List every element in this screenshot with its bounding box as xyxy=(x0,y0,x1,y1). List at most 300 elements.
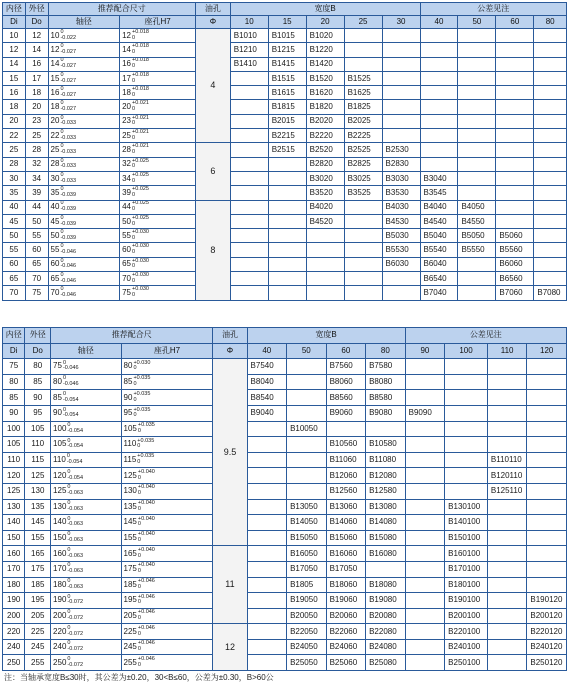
lower-deviation: -0.063 xyxy=(67,568,84,575)
part-code-cell xyxy=(487,374,527,390)
inner-diameter-cell: 16 xyxy=(3,86,26,100)
nominal-size: 80 xyxy=(53,377,62,387)
part-code-cell: B1020 xyxy=(306,29,344,43)
tolerance-stack xyxy=(138,517,155,529)
nominal-size: 115 xyxy=(123,455,137,465)
shaft-diameter-cell xyxy=(51,655,121,671)
part-code-cell xyxy=(344,229,382,243)
nominal-size: 165 xyxy=(123,548,137,558)
shaft-diameter-cell xyxy=(48,272,120,286)
part-code-cell xyxy=(230,214,268,228)
do-symbol: Do xyxy=(25,343,51,359)
seat-hole-cell xyxy=(121,452,213,468)
seat-hole-cell xyxy=(120,100,196,114)
upper-deviation: 0 xyxy=(60,128,64,135)
part-code-cell xyxy=(405,374,445,390)
shaft-diameter-cell xyxy=(51,515,121,531)
part-code-cell: B220100 xyxy=(445,624,488,640)
part-code-cell: B20060 xyxy=(326,608,366,624)
upper-deviation: +0.021 xyxy=(132,100,149,107)
part-code-cell xyxy=(230,143,268,157)
part-code-cell: B2020 xyxy=(306,114,344,128)
part-code-cell xyxy=(496,200,534,214)
upper-deviation: +0.030 xyxy=(132,286,149,293)
seat-hole-cell xyxy=(120,214,196,228)
part-code-cell xyxy=(420,100,458,114)
nominal-size: 250 xyxy=(53,657,67,667)
part-code-cell: B22050 xyxy=(287,624,327,640)
width-column-header: 50 xyxy=(287,343,327,359)
seat-hole-cell xyxy=(120,71,196,85)
lower-deviation: 0 xyxy=(137,552,141,559)
tolerance-stack xyxy=(133,361,150,373)
part-code-cell: B24050 xyxy=(287,639,327,655)
tolerance-stack xyxy=(60,259,76,271)
part-code-cell: B2830 xyxy=(382,157,420,171)
tolerance-stack xyxy=(138,657,155,669)
part-code-cell: B1525 xyxy=(344,71,382,85)
part-code-cell: B1415 xyxy=(268,57,306,71)
outer-diameter-cell: 225 xyxy=(25,624,51,640)
part-code-cell xyxy=(230,243,268,257)
tolerance-stack xyxy=(132,130,149,142)
part-code-cell: B18060 xyxy=(326,577,366,593)
nominal-size: 120 xyxy=(53,470,67,480)
part-code-cell: B125110 xyxy=(487,483,527,499)
nominal-size: 18 xyxy=(50,102,60,112)
nominal-size: 170 xyxy=(53,564,67,574)
nominal-size: 100 xyxy=(53,423,67,433)
upper-deviation: 0 xyxy=(67,624,71,631)
part-code-cell xyxy=(230,229,268,243)
part-code-cell xyxy=(534,257,567,271)
outer-diameter-cell: 130 xyxy=(25,483,51,499)
shaft-diameter-cell xyxy=(48,243,120,257)
part-code-cell: B7540 xyxy=(247,359,287,375)
table-row xyxy=(3,483,567,499)
lower-deviation: 0 xyxy=(132,220,136,227)
part-code-cell xyxy=(496,157,534,171)
tolerance-stack xyxy=(60,244,76,256)
seat-hole-cell xyxy=(121,593,213,609)
part-code-cell xyxy=(382,114,420,128)
lower-deviation: -0.072 xyxy=(67,614,84,621)
outer-diameter-cell: 95 xyxy=(25,405,51,421)
inner-diameter-cell: 240 xyxy=(3,639,25,655)
part-code-cell xyxy=(458,71,496,85)
upper-deviation: +0.035 xyxy=(137,453,155,460)
tolerance-stack xyxy=(138,610,155,622)
shaft-size-value xyxy=(53,563,83,575)
lower-deviation: 0 xyxy=(132,249,136,256)
part-code-cell: B140100 xyxy=(445,515,488,531)
part-code-cell: B2015 xyxy=(268,114,306,128)
part-code-cell: B17050 xyxy=(326,561,366,577)
shaft-size-value xyxy=(51,244,77,256)
outer-diameter-cell: 75 xyxy=(25,286,48,300)
tolerance-stack xyxy=(60,30,76,42)
part-code-cell xyxy=(405,577,445,593)
part-code-cell xyxy=(487,421,527,437)
part-code-cell: B1815 xyxy=(268,100,306,114)
part-code-cell xyxy=(420,57,458,71)
seat-size-value xyxy=(124,626,155,638)
inner-diameter-cell: 40 xyxy=(3,200,26,214)
part-code-cell: B1615 xyxy=(268,86,306,100)
seat-size-value xyxy=(122,273,149,285)
part-code-cell xyxy=(487,608,527,624)
shaft-size-value xyxy=(53,579,83,591)
outer-diameter-cell: 155 xyxy=(25,530,51,546)
inner-diameter-cell: 60 xyxy=(3,257,26,271)
part-code-cell xyxy=(405,639,445,655)
part-code-cell xyxy=(230,200,268,214)
part-code-cell xyxy=(268,286,306,300)
tolerance-stack xyxy=(132,273,149,285)
upper-deviation: +0.030 xyxy=(132,243,149,250)
width-column-header: 110 xyxy=(487,343,527,359)
inner-diameter-cell: 100 xyxy=(3,421,25,437)
seat-size-value xyxy=(122,130,149,142)
upper-deviation: 0 xyxy=(67,562,71,569)
part-code-cell: B10560 xyxy=(326,437,366,453)
lower-deviation: 0 xyxy=(137,521,141,528)
nominal-size: 16 xyxy=(122,59,132,69)
part-code-cell: B7040 xyxy=(420,286,458,300)
seat-hole-cell xyxy=(121,405,213,421)
shaft-diameter-cell xyxy=(48,114,120,128)
shaft-diameter-cell xyxy=(48,229,120,243)
lower-deviation: 0 xyxy=(132,149,136,156)
part-code-cell: B250120 xyxy=(527,655,567,671)
width-header: 宽度B xyxy=(247,328,405,344)
upper-deviation: 0 xyxy=(60,257,64,264)
part-code-cell xyxy=(420,43,458,57)
shaft-diameter-cell xyxy=(51,608,121,624)
seat-hole-cell xyxy=(121,639,213,655)
seat-size-value xyxy=(124,439,155,451)
table-row xyxy=(3,257,567,271)
tolerance-stack xyxy=(67,454,83,466)
part-code-cell: B6040 xyxy=(420,257,458,271)
shaft-diameter-cell xyxy=(51,546,121,562)
tolerance-stack xyxy=(60,216,76,228)
tolerance-stack xyxy=(132,44,149,56)
part-code-cell xyxy=(405,468,445,484)
part-code-cell xyxy=(445,405,488,421)
part-code-cell xyxy=(247,499,287,515)
nominal-size: 44 xyxy=(122,202,132,212)
part-code-cell xyxy=(458,157,496,171)
shaft-size-value xyxy=(53,641,83,653)
upper-deviation: +0.035 xyxy=(133,375,151,382)
part-code-cell: B12560 xyxy=(326,483,366,499)
part-code-cell xyxy=(458,143,496,157)
lower-deviation: -0.063 xyxy=(67,537,84,544)
inner-diameter-cell: 160 xyxy=(3,546,25,562)
shaft-size-value xyxy=(51,101,77,113)
outer-diameter-cell: 125 xyxy=(25,468,51,484)
inner-diameter-cell: 200 xyxy=(3,608,25,624)
part-code-cell: B5040 xyxy=(420,229,458,243)
part-code-cell: B13050 xyxy=(287,499,327,515)
part-code-cell: B10050 xyxy=(287,421,327,437)
part-code-cell xyxy=(534,200,567,214)
part-code-cell xyxy=(247,437,287,453)
upper-deviation: +0.040 xyxy=(137,484,155,491)
lower-deviation: -0.072 xyxy=(67,646,84,653)
part-code-cell xyxy=(247,608,287,624)
lower-deviation: -0.054 xyxy=(62,396,79,403)
tolerance-stack xyxy=(132,259,149,271)
part-code-cell xyxy=(268,214,306,228)
seat-size-value xyxy=(122,87,149,99)
shaft-diameter-cell xyxy=(51,359,121,375)
inner-diameter-cell: 55 xyxy=(3,243,26,257)
part-code-cell xyxy=(527,437,567,453)
shaft-size-value xyxy=(51,273,77,285)
part-code-cell xyxy=(366,561,406,577)
outer-diameter-cell: 65 xyxy=(25,257,48,271)
seat-hole-cell xyxy=(121,468,213,484)
part-code-cell: B240120 xyxy=(527,639,567,655)
part-code-cell: B15060 xyxy=(326,530,366,546)
lower-deviation: -0.039 xyxy=(60,206,77,213)
upper-deviation: +0.021 xyxy=(132,114,149,121)
part-code-cell xyxy=(496,171,534,185)
upper-deviation: 0 xyxy=(67,593,71,600)
lower-deviation: 0 xyxy=(132,63,136,70)
lower-deviation: -0.046 xyxy=(60,249,77,256)
inner-diameter-cell: 28 xyxy=(3,157,26,171)
seat-size-value xyxy=(124,595,155,607)
lower-deviation: -0.054 xyxy=(62,412,79,419)
seat-hole-cell xyxy=(121,483,213,499)
shaft-diameter-cell xyxy=(48,86,120,100)
shaft-size-value xyxy=(51,58,77,70)
outer-diameter-cell: 85 xyxy=(25,374,51,390)
inner-diameter-cell: 35 xyxy=(3,186,26,200)
inner-diameter-cell: 150 xyxy=(3,530,25,546)
upper-deviation: 0 xyxy=(60,171,64,178)
part-code-cell xyxy=(306,229,344,243)
part-code-cell: B3525 xyxy=(344,186,382,200)
part-code-cell: B8560 xyxy=(326,390,366,406)
shaft-size-value xyxy=(51,201,77,213)
upper-deviation: +0.030 xyxy=(132,271,149,278)
part-code-cell: B22060 xyxy=(326,624,366,640)
nominal-size: 190 xyxy=(53,595,67,605)
nominal-size: 45 xyxy=(50,216,60,226)
seat-size-value xyxy=(124,563,155,575)
part-code-cell: B3545 xyxy=(420,186,458,200)
tolerance-stack xyxy=(60,116,76,128)
lower-deviation: 0 xyxy=(137,599,141,606)
outer-diameter-cell: 20 xyxy=(25,100,48,114)
seat-hole-cell xyxy=(121,390,213,406)
part-code-cell: B1820 xyxy=(306,100,344,114)
part-code-cell: B1825 xyxy=(344,100,382,114)
shaft-size-value xyxy=(53,595,83,607)
part-code-cell: B18080 xyxy=(366,577,406,593)
part-code-cell: B7060 xyxy=(496,286,534,300)
upper-deviation: +0.030 xyxy=(133,359,151,366)
tolerance-stack xyxy=(138,501,155,513)
nominal-size: 200 xyxy=(53,610,67,620)
tolerance-stack xyxy=(60,173,76,185)
table-row xyxy=(3,593,567,609)
inner-diameter-cell: 18 xyxy=(3,100,26,114)
table-row xyxy=(3,390,567,406)
outer-diameter-cell: 90 xyxy=(25,390,51,406)
table-row xyxy=(3,243,567,257)
tolerance-stack xyxy=(60,87,76,99)
width-column-header: 80 xyxy=(534,16,567,29)
part-code-cell: B5530 xyxy=(382,243,420,257)
shaft-size-value xyxy=(51,130,77,142)
bushing-size-table-2 xyxy=(2,327,567,671)
upper-deviation: 0 xyxy=(60,86,64,93)
upper-deviation: 0 xyxy=(62,406,67,413)
nominal-size: 23 xyxy=(122,116,132,126)
part-code-cell: B19080 xyxy=(366,593,406,609)
table-row xyxy=(3,421,567,437)
tolerance-stack xyxy=(60,58,76,70)
lower-deviation: 0 xyxy=(132,77,136,84)
oil-hole-header: 油孔 xyxy=(213,328,247,344)
part-code-cell xyxy=(382,29,420,43)
table-row xyxy=(3,200,567,214)
upper-deviation: 0 xyxy=(60,71,64,78)
shaft-size-value xyxy=(53,626,83,638)
part-code-cell xyxy=(496,57,534,71)
inner-diameter-cell: 140 xyxy=(3,515,25,531)
part-code-cell: B3030 xyxy=(382,171,420,185)
part-code-cell: B1410 xyxy=(230,57,268,71)
inner-diameter-cell: 14 xyxy=(3,57,26,71)
seat-size-value xyxy=(124,423,155,435)
part-code-cell xyxy=(496,100,534,114)
upper-deviation: 0 xyxy=(62,390,67,397)
table-row xyxy=(3,100,567,114)
part-code-cell xyxy=(458,286,496,300)
width-column-header: 25 xyxy=(344,16,382,29)
inner-diameter-cell: 130 xyxy=(3,499,25,515)
shaft-diameter-cell xyxy=(48,29,120,43)
outer-diameter-cell: 175 xyxy=(25,561,51,577)
nominal-size: 95 xyxy=(123,408,133,418)
outer-diameter-cell: 115 xyxy=(25,452,51,468)
lower-deviation: -0.039 xyxy=(60,191,77,198)
shaft-size-value xyxy=(53,423,83,435)
tolerance-stack xyxy=(132,101,149,113)
part-code-cell: B120110 xyxy=(487,468,527,484)
lower-deviation: -0.046 xyxy=(62,365,79,372)
part-code-cell xyxy=(405,359,445,375)
table-row xyxy=(3,374,567,390)
nominal-size: 70 xyxy=(50,287,60,297)
table-row xyxy=(3,655,567,671)
seat-size-value xyxy=(122,201,149,213)
part-code-cell xyxy=(487,437,527,453)
part-code-cell: B2225 xyxy=(344,129,382,143)
upper-deviation: +0.040 xyxy=(137,562,155,569)
nominal-size: 40 xyxy=(50,202,60,212)
tolerance-stack xyxy=(132,216,149,228)
part-code-cell xyxy=(458,129,496,143)
tolerance-stack xyxy=(132,159,149,171)
shaft-size-value xyxy=(53,361,79,373)
tolerance-stack xyxy=(60,201,76,213)
tolerance-stack xyxy=(67,439,83,451)
inner-diameter-cell: 45 xyxy=(3,214,26,228)
outer-diameter-cell: 14 xyxy=(25,43,48,57)
shaft-diameter-cell xyxy=(48,43,120,57)
seat-hole-cell xyxy=(120,57,196,71)
nominal-size: 60 xyxy=(122,245,132,255)
upper-deviation: +0.025 xyxy=(132,171,149,178)
part-code-cell xyxy=(287,374,327,390)
seat-hole-cell xyxy=(121,655,213,671)
part-code-cell xyxy=(247,530,287,546)
lower-deviation: -0.072 xyxy=(67,661,84,668)
di-symbol: Di xyxy=(3,16,26,29)
seat-size-value xyxy=(122,230,149,242)
upper-deviation: +0.018 xyxy=(132,86,149,93)
tolerance-stack xyxy=(132,244,149,256)
part-code-cell xyxy=(230,186,268,200)
part-code-cell xyxy=(405,624,445,640)
part-code-cell: B12060 xyxy=(326,468,366,484)
part-code-cell xyxy=(527,577,567,593)
shaft-diameter-cell xyxy=(48,200,120,214)
lower-deviation: -0.063 xyxy=(67,505,84,512)
nominal-size: 35 xyxy=(50,187,60,197)
part-code-cell: B2825 xyxy=(344,157,382,171)
part-code-cell: B150100 xyxy=(445,530,488,546)
nominal-size: 55 xyxy=(122,230,132,240)
lower-deviation: -0.063 xyxy=(67,490,84,497)
part-code-cell xyxy=(405,515,445,531)
part-code-cell xyxy=(527,421,567,437)
upper-deviation: +0.025 xyxy=(132,157,149,164)
di-symbol: Di xyxy=(3,343,25,359)
tolerance-stack xyxy=(137,439,154,451)
lower-deviation: 0 xyxy=(132,106,136,113)
shaft-diameter-cell xyxy=(51,561,121,577)
lower-deviation: 0 xyxy=(132,177,136,184)
part-code-cell: B4030 xyxy=(382,200,420,214)
outer-diameter-cell: 39 xyxy=(25,186,48,200)
part-code-cell xyxy=(287,483,327,499)
shaft-diameter-cell xyxy=(51,499,121,515)
nominal-size: 25 xyxy=(50,145,60,155)
part-code-cell: B180100 xyxy=(445,577,488,593)
nominal-size: 225 xyxy=(123,626,137,636)
part-code-cell: B170100 xyxy=(445,561,488,577)
table-row xyxy=(3,468,567,484)
upper-deviation: 0 xyxy=(67,656,71,662)
tolerance-stack xyxy=(132,187,149,199)
part-code-cell: B5560 xyxy=(496,243,534,257)
seat-hole-cell xyxy=(121,608,213,624)
inner-diameter-header: 内径 xyxy=(3,3,26,16)
part-code-cell: B8080 xyxy=(366,374,406,390)
width-header: 宽度B xyxy=(230,3,420,16)
seat-size-value xyxy=(124,657,155,669)
lower-deviation: 0 xyxy=(133,396,137,403)
lower-deviation: 0 xyxy=(133,412,137,419)
